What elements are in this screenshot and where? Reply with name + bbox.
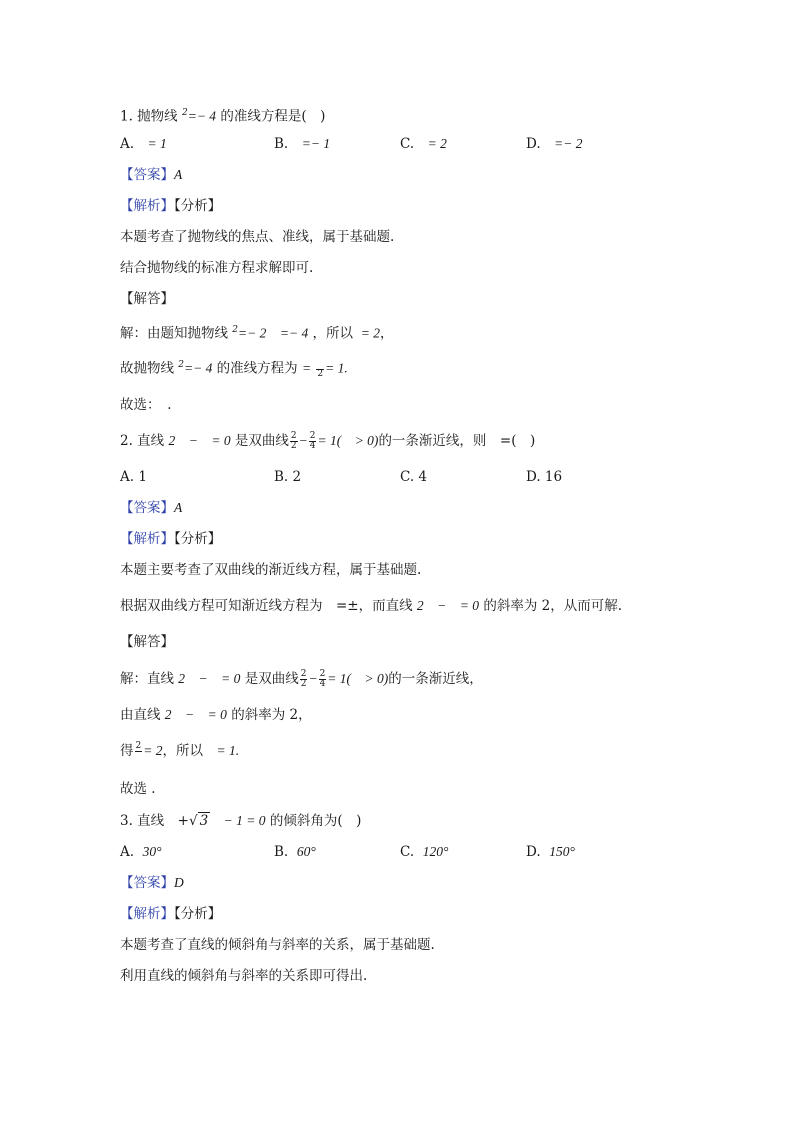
q1-analysis-header: 【解析】【分析】 [120, 198, 222, 214]
q1-option-a: A. = 1 [120, 136, 167, 152]
q2-option-a: A. 1 [120, 469, 147, 485]
q1-answer: 【答案】A [120, 167, 183, 183]
q2-analysis-2: 根据双曲线方程可知渐近线方程为 =±，而直线 2 − = 0 的斜率为 2，从而可解. [120, 598, 622, 614]
q1-solution-3: 故选： . [120, 397, 172, 413]
q2-solution-1: 解：直线 2 − = 0 是双曲线 $\frac{2}{2}$ − $\frac{2}{4}$ = 1( > 0)的一条渐近线， [120, 669, 483, 689]
q2-jieda-header: 【解答】 [120, 634, 174, 650]
q3-option-b: B. 60° [274, 844, 316, 860]
fraction: $\frac{2}{2}$ [300, 669, 307, 689]
q3-answer: 【答案】D [120, 875, 184, 891]
q1-analysis-2: 结合抛物线的标准方程求解即可. [120, 260, 314, 276]
q3-option-a: A. 30° [120, 844, 162, 860]
q2-option-b: B. 2 [274, 469, 302, 485]
q2-analysis-header: 【解析】【分析】 [120, 531, 222, 547]
fraction: $\frac{2}{4}$ [309, 431, 316, 451]
q2-stem: 2. 直线 2 − = 0 是双曲线 $\frac{2}{2}$ − $\frac{2}{4}$ = 1( > 0)的一条渐近线，则 =( ) [120, 431, 536, 451]
q2-analysis-1: 本题主要考查了双曲线的渐近线方程，属于基础题. [120, 562, 422, 578]
q2-answer: 【答案】A [120, 500, 183, 516]
q1-solution-1: 解：由题知抛物线 $^2$=− 2 =− 4 ，所以 = 2， [120, 325, 394, 342]
q3-option-d: D. 150° [526, 844, 575, 860]
q2-option-c: C. 4 [400, 469, 428, 485]
q1-option-c: C. = 2 [400, 136, 447, 152]
q1-jieda-header: 【解答】 [120, 291, 174, 307]
q3-analysis-1: 本题考查了直线的倾斜角与斜率的关系，属于基础题. [120, 937, 435, 953]
q1-option-b: B. =− 1 [274, 136, 331, 152]
q1-analysis-1: 本题考查了抛物线的焦点、准线，属于基础题. [120, 229, 395, 245]
q3-analysis-2: 利用直线的倾斜角与斜率的关系即可得出. [120, 968, 368, 984]
fraction: $\frac{2}{2}$ [290, 431, 297, 451]
fraction: 2 [316, 360, 324, 379]
q1-option-d: D. =− 2 [526, 136, 583, 152]
sqrt-symbol: √ 3 [188, 813, 209, 829]
q3-option-c: C. 120° [400, 844, 449, 860]
q1-solution-2: 故抛物线 $^2$=− 4 的准线方程为 = 2 = 1. [120, 360, 348, 379]
q2-option-d: D. 16 [526, 469, 563, 485]
q1-stem: 1. 抛物线 $^2$=− 4 的准线方程是( ) [120, 108, 326, 125]
q2-solution-4: 故选 . [120, 781, 156, 797]
q2-solution-3: 得 2 = 2，所以 = 1. [120, 741, 240, 759]
q2-solution-2: 由直线 2 − = 0 的斜率为 2， [120, 707, 312, 723]
fraction: $\frac{2}{4}$ [319, 669, 326, 689]
q3-analysis-header: 【解析】【分析】 [120, 906, 222, 922]
fraction: 2 [135, 741, 142, 751]
q3-stem: 3. 直线 +√ 3 − 1 = 0 的倾斜角为( ) [120, 813, 362, 829]
